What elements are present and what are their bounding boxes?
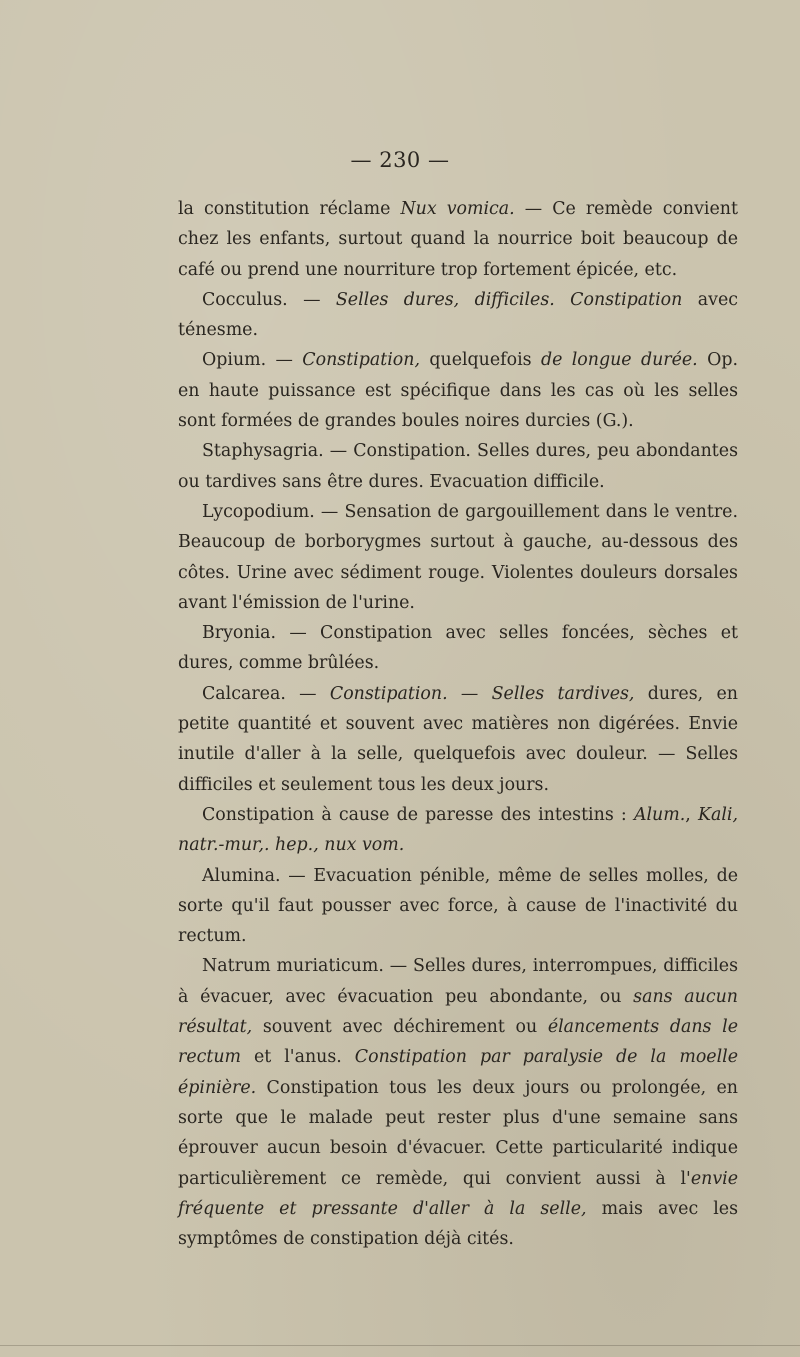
symptom-italic: envie fréquente et pressante d'aller à la selle, xyxy=(178,1168,738,1219)
text-segment: Staphysagria. — Constipation. Selles dures, peu abondantes ou tardives sans être dures. Evacuation difficile. xyxy=(178,441,738,492)
symptom-italic: de longue durée. xyxy=(540,350,698,371)
text-segment: et l'anus. xyxy=(241,1047,355,1068)
body-text xyxy=(178,194,738,1254)
symptom-italic: Constipation, xyxy=(302,350,420,371)
text-segment: souvent avec déchirement ou xyxy=(252,1017,548,1038)
symptom-italic: Constipation. — Selles tardives, xyxy=(329,683,635,704)
paragraph-paresse-intestins xyxy=(178,800,738,861)
text-segment: Natrum muriaticum. — Selles dures, interrompues, difficiles à évacuer, avec évacuation peu abondante, ou xyxy=(178,956,738,1007)
text-segment: Opium. — xyxy=(202,350,303,371)
text-segment: Calcarea. — xyxy=(202,683,330,704)
text-segment: avec ténesme. xyxy=(178,289,738,341)
paragraph-bryonia xyxy=(178,618,738,679)
paragraph-alumina xyxy=(178,861,738,952)
paragraph-nux-vomica xyxy=(178,194,738,285)
remedy-name-italic: Kali, natr.-mur,. hep., nux vom. xyxy=(178,804,738,856)
symptom-italic: sans aucun résultat, xyxy=(178,986,738,1038)
text-segment: Constipation à cause de paresse des intestins : xyxy=(202,804,634,825)
text-segment: Lycopodium. — Sensation de gargouillement dans le ventre. Beaucoup de borborygmes surtout à gauche, au-dessous des côtes. Urine avec sédiment rouge. Violentes douleurs dorsales avant l'émission de l'urine. xyxy=(178,501,738,613)
paragraph-lycopodium xyxy=(178,497,738,618)
paragraph-cocculus xyxy=(178,285,738,346)
text-segment: mais avec les symptômes de constipation déjà cités. xyxy=(178,1198,738,1250)
remedy-name-italic: Nux vomica. xyxy=(400,199,515,219)
text-segment: Constipation tous les deux jours ou prolongée, en sorte que le malade peut rester plus d'une semaine sans éprouver aucun besoin d'évacuer. Cette particularité indique particulièrement ce remède, qui convient aussi à l' xyxy=(178,1077,738,1189)
text-segment: Alumina. — Evacuation pénible, même de selles molles, de sorte qu'il faut pousser avec force, à cause de l'inactivité du rectum. xyxy=(178,865,738,947)
text-segment: Cocculus. — xyxy=(202,289,336,310)
text-segment: la constitution réclame xyxy=(178,199,401,219)
symptom-italic: Selles dures, difficiles. Constipation xyxy=(335,289,683,310)
symptom-italic: Constipation par paralysie de la moelle épinière. xyxy=(178,1047,738,1098)
text-segment: quelquefois xyxy=(420,350,541,371)
page-edge-line xyxy=(0,1345,800,1346)
paragraph-staphysagria xyxy=(178,436,738,497)
paragraph-natrum-muriaticum xyxy=(178,951,738,1254)
remedy-name-italic: Alum. xyxy=(633,804,686,825)
page-number: — 230 — xyxy=(350,148,450,172)
text-segment: Op. en haute puissance est spécifique dans les cas où les selles sont formées de grandes boules noires durcies (G.). xyxy=(178,350,738,432)
text-segment: , xyxy=(685,804,698,825)
paragraph-opium xyxy=(178,345,738,436)
text-segment: — Ce remède convient chez les enfants, surtout quand la nourrice boit beaucoup de café ou prend une nourriture trop fortement épicée, etc. xyxy=(178,199,738,280)
paragraph-calcarea xyxy=(178,679,738,800)
text-segment: dures, en petite quantité et souvent avec matières non digérées. Envie inutile d'aller à la selle, quelquefois avec douleur. — Selles difficiles et seulement tous les deux jours. xyxy=(178,683,738,795)
text-segment: Bryonia. — Constipation avec selles foncées, sèches et dures, comme brûlées. xyxy=(178,623,738,674)
symptom-italic: élancements dans le rectum xyxy=(178,1017,738,1068)
